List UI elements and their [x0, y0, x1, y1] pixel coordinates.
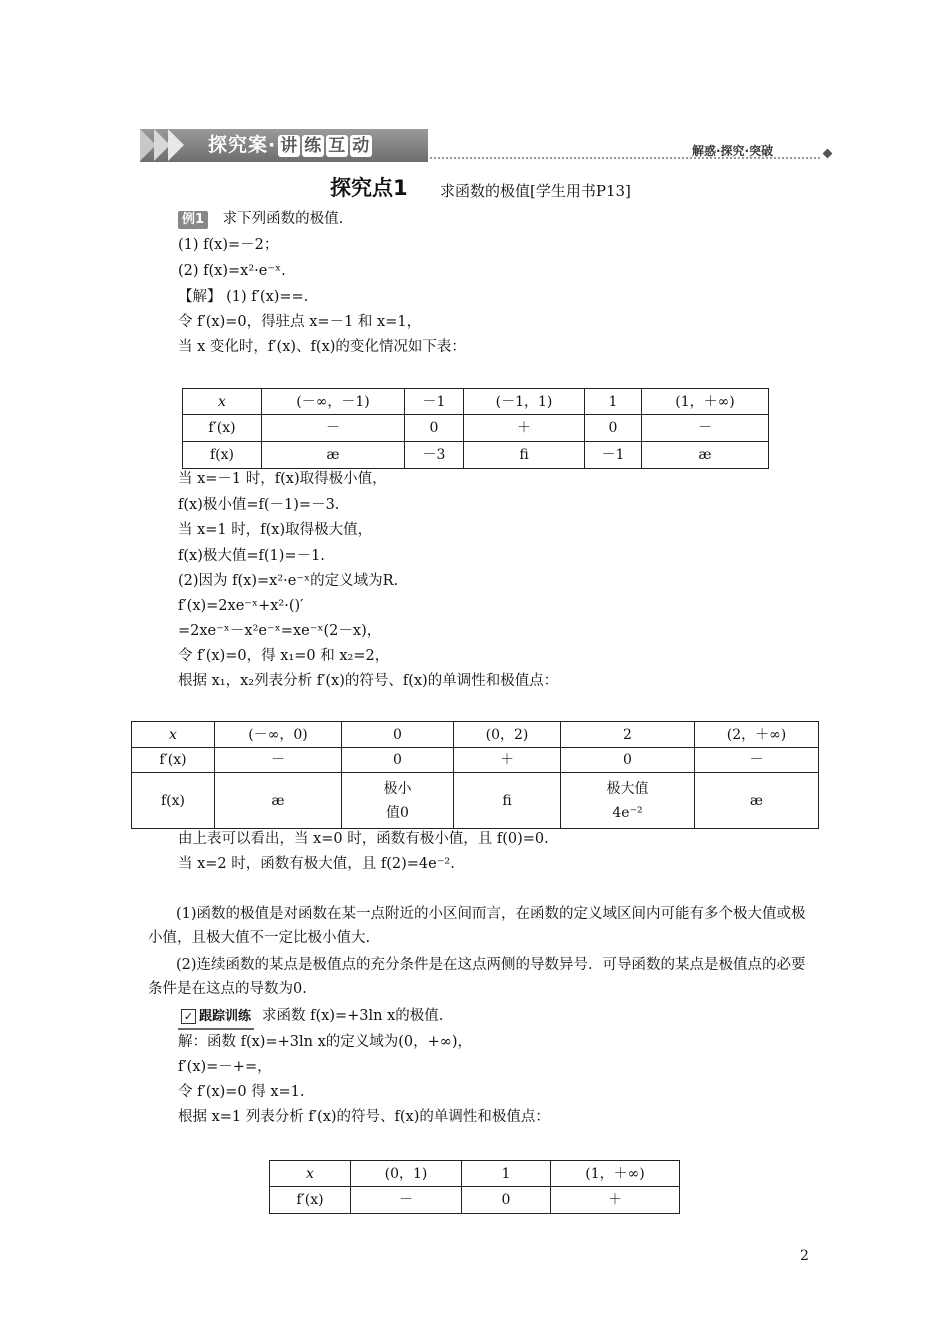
follow-heading: ✓ 跟踪训练 求函数 f(x)=+3ln x的极值.	[178, 1005, 443, 1030]
solution-line: =2xe⁻ˣ－x²e⁻ˣ=xe⁻ˣ(2－x)，	[178, 623, 382, 639]
note-paragraph: (2)连续函数的某点是极值点的充分条件是在这点两侧的导数异号．可导函数的某点是极值点的必要条件是在这点的导数为0.	[148, 957, 806, 997]
solution-line: f(x)极大值=f(1)=－1.	[178, 548, 325, 564]
solution-line: f′(x)=－+=，	[178, 1059, 272, 1075]
example-tag: 例1	[178, 211, 208, 229]
solution-line: 令 f′(x)=0，得 x₁=0 和 x₂=2，	[178, 648, 390, 664]
solution-line: (2)因为 f(x)=x²·e⁻ˣ的定义域为R.	[178, 573, 399, 589]
solution-line: 当 x=1 时，f(x)取得极大值，	[178, 522, 373, 538]
solution-line: 当 x=－1 时，f(x)取得极小值，	[178, 471, 387, 487]
table-row: f(x) æ 极小 值0 ﬁ 极大值 4e⁻² æ	[132, 773, 819, 829]
diamond-icon	[823, 149, 833, 159]
table-row: x (－∞，0) 0 (0，2) 2 (2，＋∞)	[132, 722, 819, 748]
chevron-icon	[168, 129, 184, 161]
solution-line: 解：函数 f(x)=+3ln x的定义域为(0，+∞)，	[178, 1034, 473, 1050]
banner-title: 探究案· 讲 练 互 动	[208, 134, 371, 156]
example-item: (1) f(x)=－2；	[178, 237, 279, 253]
example-item: (2) f(x)=x²·e⁻ˣ.	[178, 263, 286, 279]
table-row: f(x) æ －3 ﬁ －1 æ	[183, 442, 769, 469]
example-heading: 例1 求下列函数的极值.	[178, 208, 343, 230]
table-1	[182, 388, 769, 469]
header-right-text: 解惑·探究·突破	[692, 144, 774, 158]
page-number: 2	[800, 1248, 809, 1264]
solution-line: 当 x=2 时，函数有极大值，且 f(2)=4e⁻².	[178, 856, 455, 872]
solution-line: 根据 x₁，x₂列表分析 f′(x)的符号、f(x)的单调性和极值点：	[178, 673, 559, 689]
table-row: x (－∞，－1) －1 (－1，1) 1 (1，＋∞)	[183, 389, 769, 415]
solution-line: 令 f′(x)=0，得驻点 x=－1 和 x=1，	[178, 314, 422, 330]
follow-tag: ✓ 跟踪训练	[178, 1006, 254, 1030]
solution-line: f(x)极小值=f(－1)=－3.	[178, 497, 340, 513]
solution-line: 根据 x=1 列表分析 f′(x)的符号、f(x)的单调性和极值点：	[178, 1109, 550, 1125]
solution-line: 由上表可以看出，当 x=0 时，函数有极小值，且 f(0)=0.	[178, 831, 549, 847]
solution-line: 令 f′(x)=0 得 x=1.	[178, 1084, 305, 1100]
section-subtitle: 求函数的极值[学生用书P13]	[440, 182, 631, 200]
table-3	[269, 1160, 680, 1214]
table-row: f′(x) － 0 ＋	[270, 1187, 680, 1214]
table-row: f′(x) － 0 ＋ 0 －	[132, 748, 819, 773]
table-row: f′(x) － 0 ＋ 0 －	[183, 415, 769, 442]
checkmark-icon: ✓	[181, 1009, 196, 1024]
solution-line: f′(x)=2xe⁻ˣ+x²·()′	[178, 598, 304, 614]
solution-line: 【解】 (1) f′(x)==.	[178, 289, 309, 305]
section-title: 探究点1	[330, 176, 408, 200]
note-paragraph: (1)函数的极值是对函数在某一点附近的小区间而言，在函数的定义域区间内可能有多个极大值或极小值，且极大值不一定比极小值大.	[148, 906, 806, 946]
solution-line: 当 x 变化时，f′(x)、f(x)的变化情况如下表：	[178, 339, 466, 355]
table-2	[131, 721, 819, 829]
table-row: x (0，1) 1 (1，＋∞)	[270, 1161, 680, 1187]
